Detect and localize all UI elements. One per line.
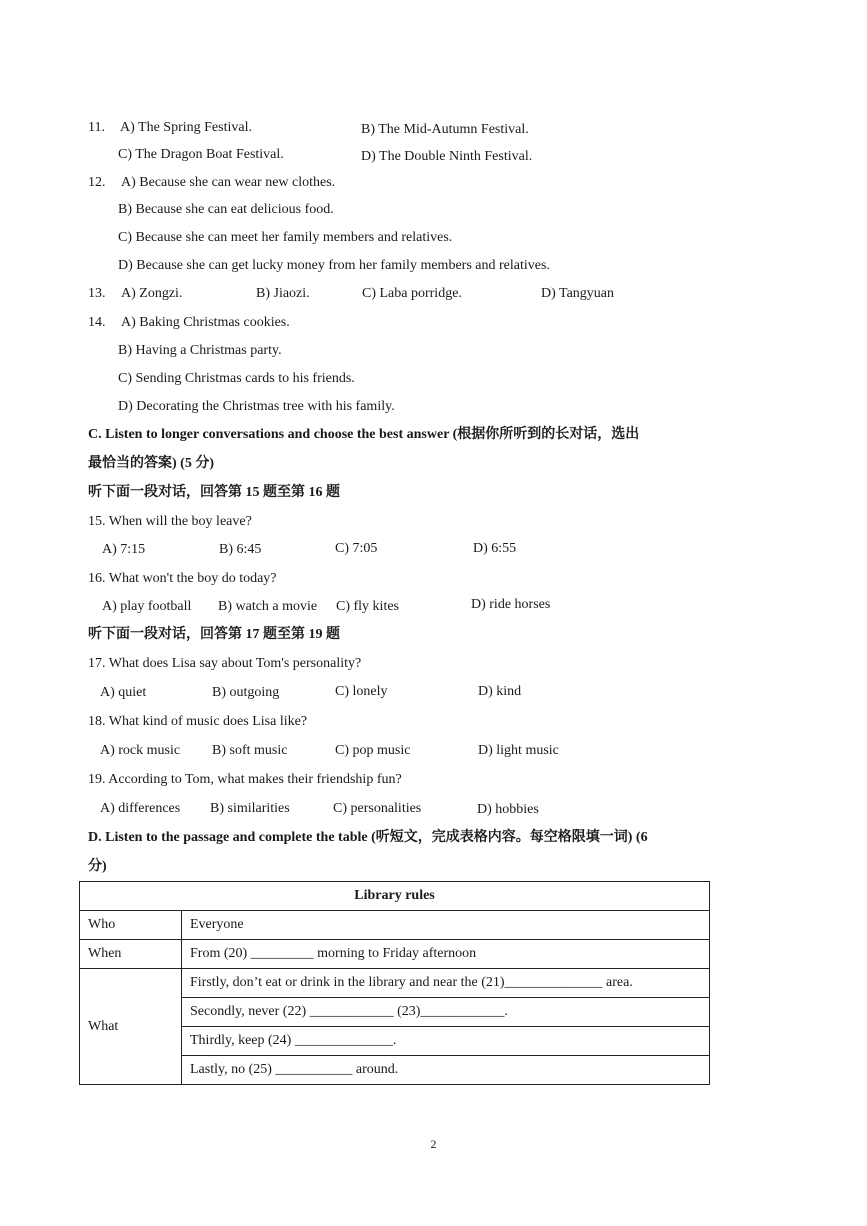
table-row [80,940,710,969]
q13-option-c: C) Laba porridge. [362,286,462,301]
who-value: Everyone [182,911,710,940]
library-rules-table [79,881,710,1085]
q17-option-b: B) outgoing [212,685,280,700]
q14-option-b: B) Having a Christmas party. [118,343,282,358]
what-label: What [80,969,182,1085]
q13-option-d: D) Tangyuan [541,286,615,301]
q19-question: 19. According to Tom, what makes their friendship fun? [88,772,402,787]
who-label: Who [80,911,182,940]
q18-question: 18. What kind of music does Lisa like? [88,714,308,729]
when-value: From (20) _________ morning to Friday afternoon [182,940,710,969]
what-rule-2: Secondly, never (22) ____________ (23)____________. [182,998,710,1027]
q16-option-a: A) play football [102,599,192,614]
q12-option-a: A) Because she can wear new clothes. [121,175,336,190]
q18-option-b: B) soft music [212,743,288,758]
what-rule-3: Thirdly, keep (24) ______________. [182,1027,710,1056]
q12-option-b: B) Because she can eat delicious food. [118,202,334,217]
q17-option-c: C) lonely [335,684,388,699]
q14-option-d: D) Decorating the Christmas tree with his family. [118,399,395,414]
dialog-intro-15-16: 听下面一段对话，回答第 15 题至第 16 题 [88,485,340,500]
q11-option-c: C) The Dragon Boat Festival. [118,147,284,162]
q17-option-a: A) quiet [100,685,147,700]
table-row [80,969,710,998]
q16-option-d: D) ride horses [471,597,551,612]
q16-question: 16. What won't the boy do today? [88,571,277,586]
q13-option-a: A) Zongzi. [121,286,183,301]
q18-option-d: D) light music [478,743,559,758]
q17-option-d: D) kind [478,684,522,699]
q19-option-d: D) hobbies [477,802,539,817]
q12-option-c: C) Because she can meet her family members and relatives. [118,230,453,245]
table-row [80,882,710,911]
q11-option-b: B) The Mid-Autumn Festival. [361,122,529,137]
table-title: Library rules [80,882,710,911]
what-rule-1: Firstly, don’t eat or drink in the library and near the (21)______________ area. [182,969,710,998]
q18-option-c: C) pop music [335,743,411,758]
section-d-heading: D. Listen to the passage and complete the table (听短文，完成表格内容。每空格限填一词) (6 [88,830,648,845]
q14-option-a: A) Baking Christmas cookies. [121,315,290,330]
q15-question: 15. When will the boy leave? [88,514,252,529]
q19-option-a: A) differences [100,801,181,816]
q11-number: 11. [88,120,105,135]
q14-option-c: C) Sending Christmas cards to his friends. [118,371,355,386]
section-d-heading-cont: 分) [88,859,107,874]
q12-number: 12. [88,175,106,190]
dialog-intro-17-19: 听下面一段对话，回答第 17 题至第 19 题 [88,627,340,642]
section-c-heading: C. Listen to longer conversations and choose the best answer (根据你所听到的长对话，选出 [88,427,640,442]
what-rule-4: Lastly, no (25) ___________ around. [182,1056,710,1085]
q19-option-b: B) similarities [210,801,290,816]
page-number: 2 [430,1137,437,1151]
section-c-heading-cont: 最恰当的答案) (5 分) [88,456,214,471]
q11-option-d: D) The Double Ninth Festival. [361,149,533,164]
q15-option-a: A) 7:15 [102,542,146,557]
q11-option-a: A) The Spring Festival. [120,120,252,135]
q14-number: 14. [88,315,106,330]
q15-option-b: B) 6:45 [219,542,262,557]
q13-option-b: B) Jiaozi. [256,286,310,301]
q13-number: 13. [88,286,106,301]
q19-option-c: C) personalities [333,801,422,816]
q16-option-b: B) watch a movie [218,599,318,614]
q17-question: 17. What does Lisa say about Tom's personality? [88,656,362,671]
table-row [80,911,710,940]
q12-option-d: D) Because she can get lucky money from her family members and relatives. [118,258,550,273]
q16-option-c: C) fly kites [336,599,399,614]
when-label: When [80,940,182,969]
q15-option-d: D) 6:55 [473,541,517,556]
q15-option-c: C) 7:05 [335,541,378,556]
q18-option-a: A) rock music [100,743,181,758]
